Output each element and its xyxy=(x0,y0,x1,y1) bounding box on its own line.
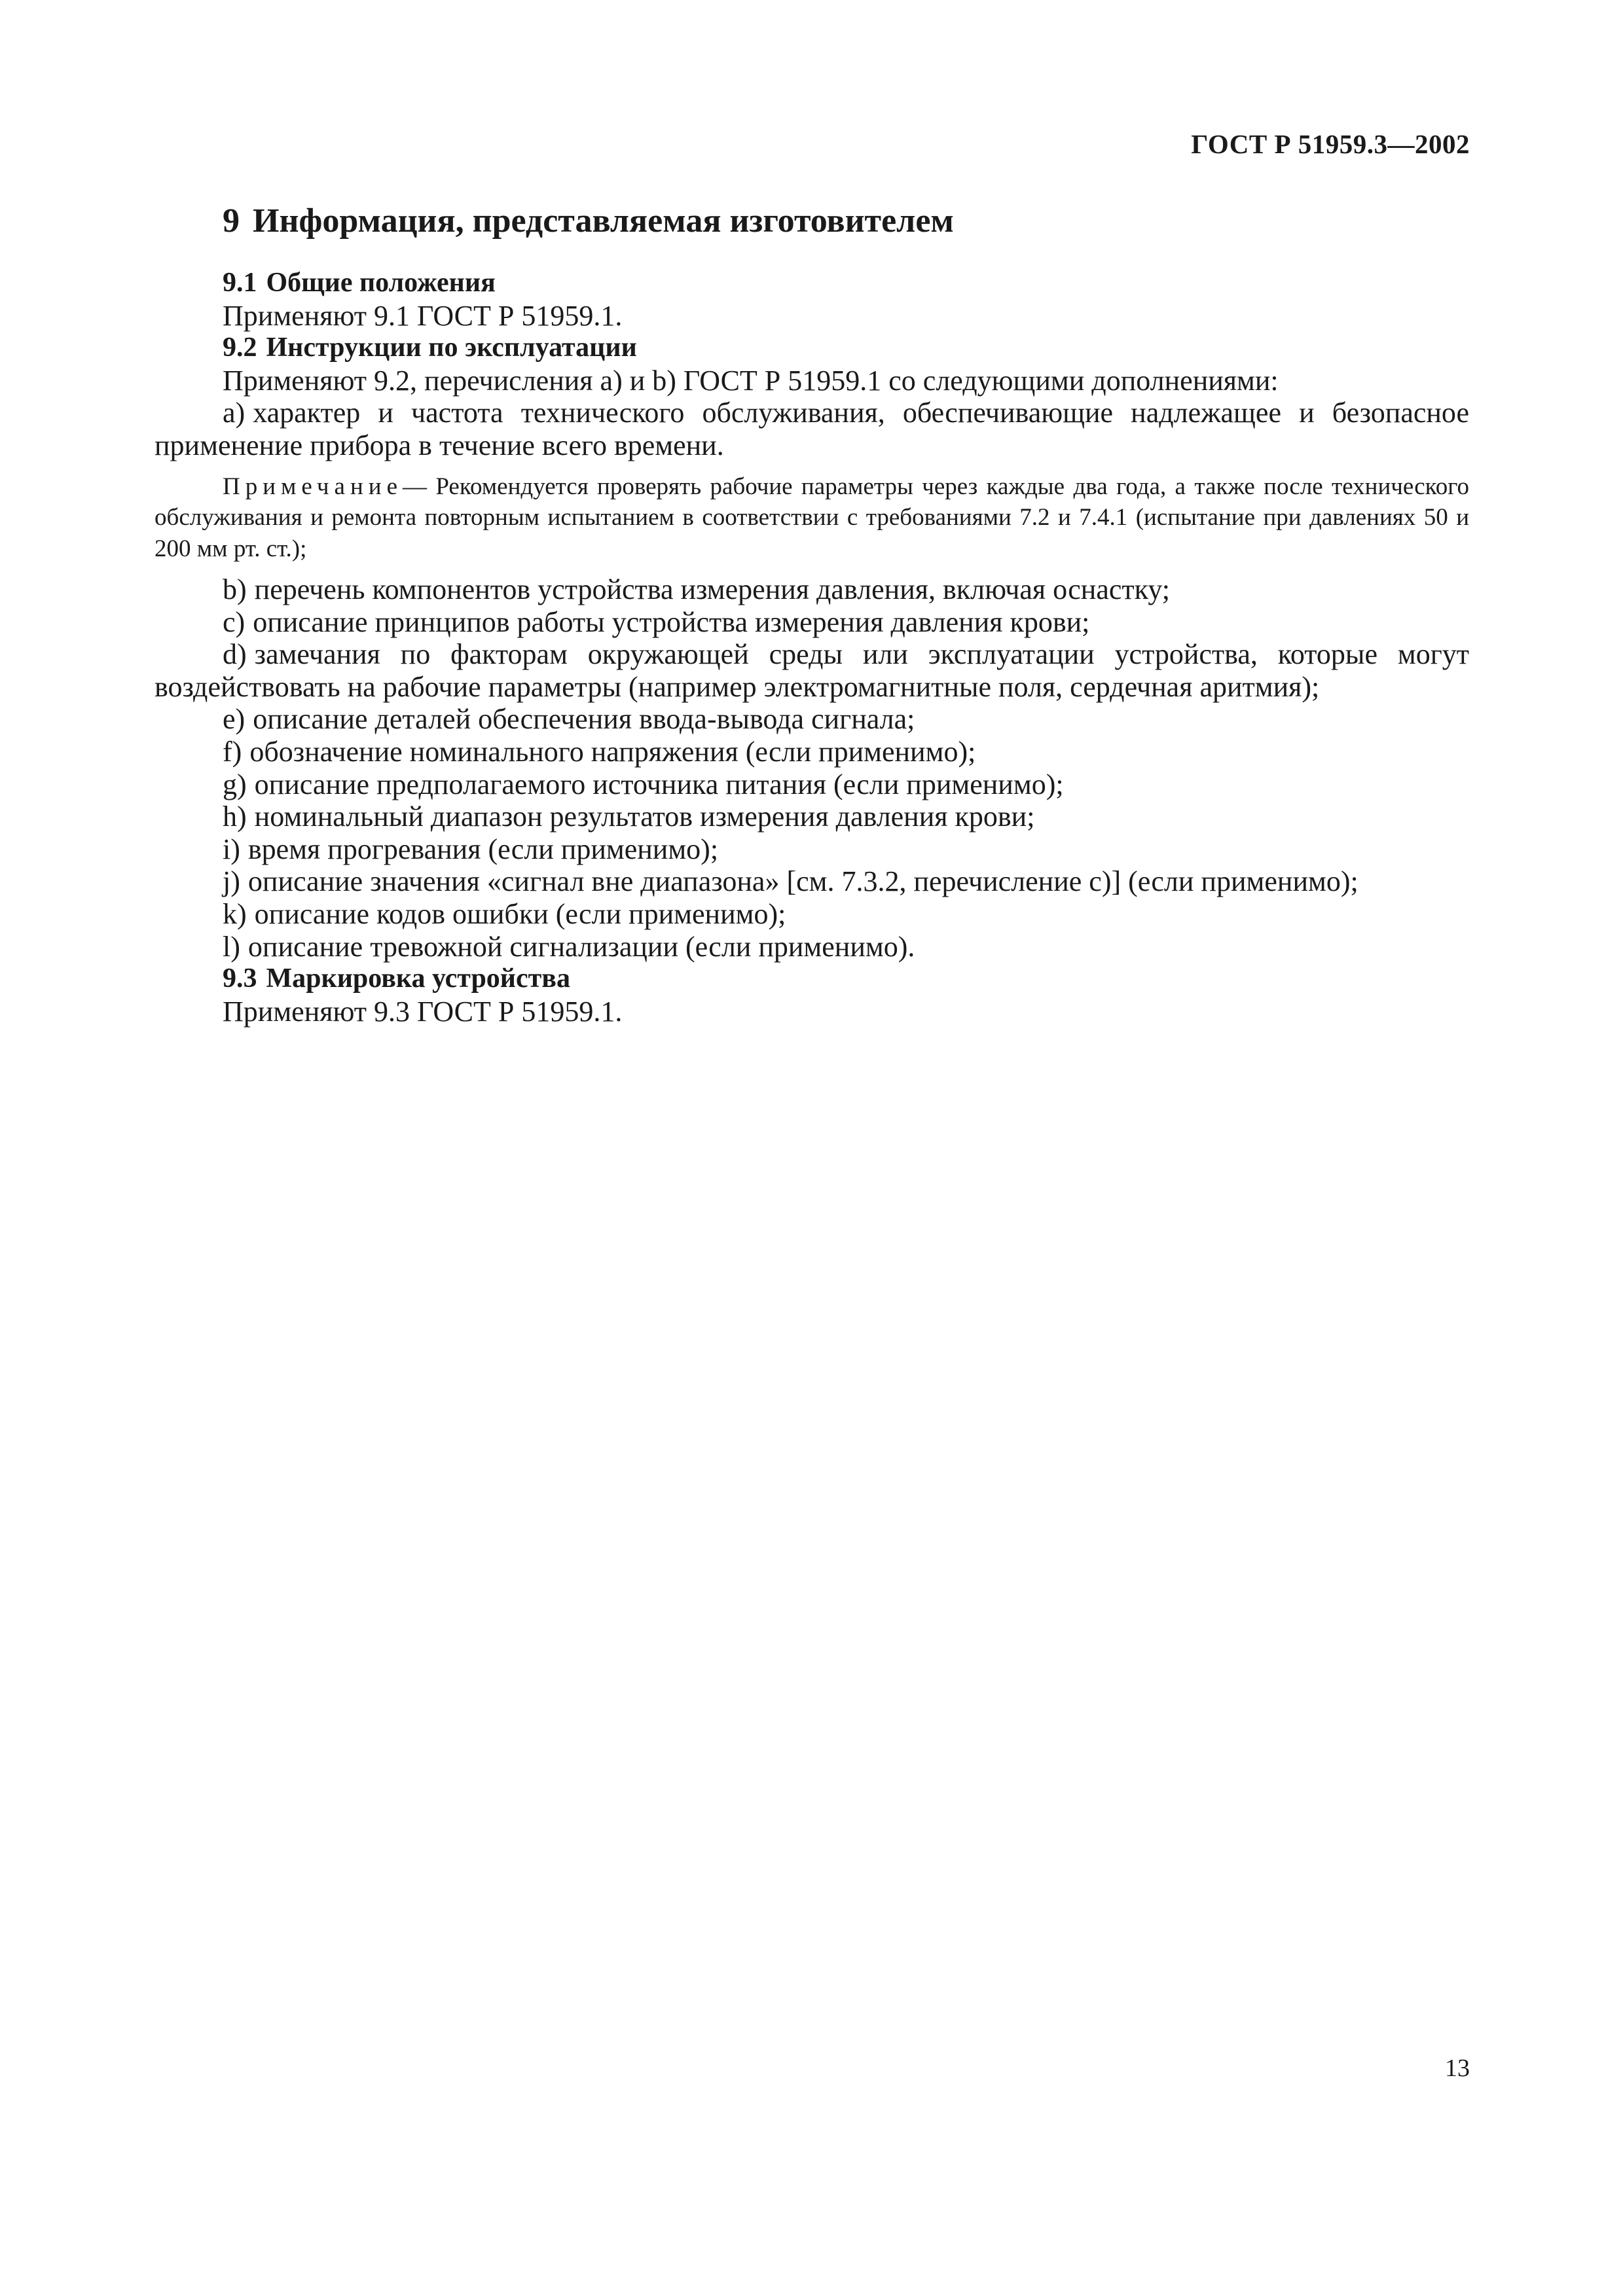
subsection-heading-9-3 xyxy=(155,963,1469,996)
note-text: — Рекомендуется проверять рабочие параметры через каждые два года, а также после технического обслуживания и ремонта повторным испытанием в соответствии с требованиями 7.2 и 7.4.1 (испытание при давлениях 50 и 200 мм рт. ст.); xyxy=(155,473,1469,562)
list-item-text: перечень компонентов устройства измерения давления, включая оснастку; xyxy=(254,573,1171,606)
note xyxy=(155,471,1469,565)
list-item xyxy=(155,898,1469,931)
list-item xyxy=(155,638,1469,703)
list-item-key: a) xyxy=(223,397,246,429)
list-item-key: b) xyxy=(223,573,247,606)
list-item-text: описание деталей обеспечения ввода-вывода сигнала; xyxy=(253,703,915,736)
list-item-text: замечания по факторам окружающей среды или эксплуатации устройства, которые могут воздействовать на рабочие параметры (например электромагнитные поля, сердечная аритмия); xyxy=(155,638,1469,703)
page-number: 13 xyxy=(1445,2054,1470,2082)
list-item-text: описание предполагаемого источника питания (если применимо); xyxy=(254,768,1064,800)
list-item xyxy=(155,573,1469,606)
list-item xyxy=(155,736,1469,768)
section-number: 9 xyxy=(223,202,240,240)
paragraph: Применяют 9.2, перечисления a) и b) ГОСТ Р 51959.1 со следующими дополнениями: xyxy=(223,364,1279,397)
list-item-text: описание тревожной сигнализации (если применимо). xyxy=(247,930,915,963)
list-item xyxy=(155,865,1469,898)
list-item xyxy=(155,768,1469,801)
list-item-text: описание принципов работы устройства измерения давления крови; xyxy=(253,605,1090,638)
list-item-text: описание значения «сигнал вне диапазона» [см. 7.3.2, перечисление c)] (если применимо); xyxy=(247,865,1359,898)
list-item xyxy=(155,606,1469,639)
list-item-key: g) xyxy=(223,768,247,800)
list-item-text: обозначение номинального напряжения (если применимо); xyxy=(249,736,976,768)
list-item-key: d) xyxy=(223,638,247,671)
section-title: Информация, представляемая изготовителем xyxy=(253,202,954,240)
note-label: Примечание xyxy=(223,473,403,500)
paragraph: Применяют 9.1 ГОСТ Р 51959.1. xyxy=(223,299,623,332)
section-heading xyxy=(223,202,954,240)
list-item-text: номинальный диапазон результатов измерения давления крови; xyxy=(254,800,1035,833)
list-item xyxy=(155,397,1469,461)
list-item xyxy=(155,931,1469,963)
subsection-heading-9-2 xyxy=(155,332,1469,365)
list-item-key: i) xyxy=(223,833,240,865)
list-item-key: k) xyxy=(223,898,247,930)
list-item-key: h) xyxy=(223,800,247,833)
list-item xyxy=(155,833,1469,866)
subsection-number: 9.1 xyxy=(223,268,257,298)
subsection-number: 9.2 xyxy=(223,332,257,363)
paragraph: Применяют 9.3 ГОСТ Р 51959.1. xyxy=(223,995,623,1028)
list-item-key: j) xyxy=(223,865,240,898)
subsection-number: 9.3 xyxy=(223,963,257,994)
list-item xyxy=(155,800,1469,833)
list-item-key: e) xyxy=(223,703,246,736)
list-item-key: l) xyxy=(223,930,240,963)
subsection-heading-9-1 xyxy=(155,267,1469,300)
list-item-text: характер и частота технического обслуживания, обеспечивающие надлежащее и безопасное применение прибора в течение всего времени. xyxy=(155,397,1469,461)
subsection-title: Маркировка устройства xyxy=(266,963,570,994)
list-item-text: описание кодов ошибки (если применимо); xyxy=(254,898,786,930)
list-item xyxy=(155,703,1469,736)
subsection-title: Общие положения xyxy=(266,268,496,298)
list-item-text: время прогревания (если применимо); xyxy=(247,833,719,865)
subsection-title: Инструкции по эксплуатации xyxy=(266,332,637,363)
document-body xyxy=(155,267,1469,1028)
list-item-key: f) xyxy=(223,736,242,768)
list-item-key: c) xyxy=(223,605,246,638)
document-code: ГОСТ Р 51959.3—2002 xyxy=(1191,129,1470,159)
